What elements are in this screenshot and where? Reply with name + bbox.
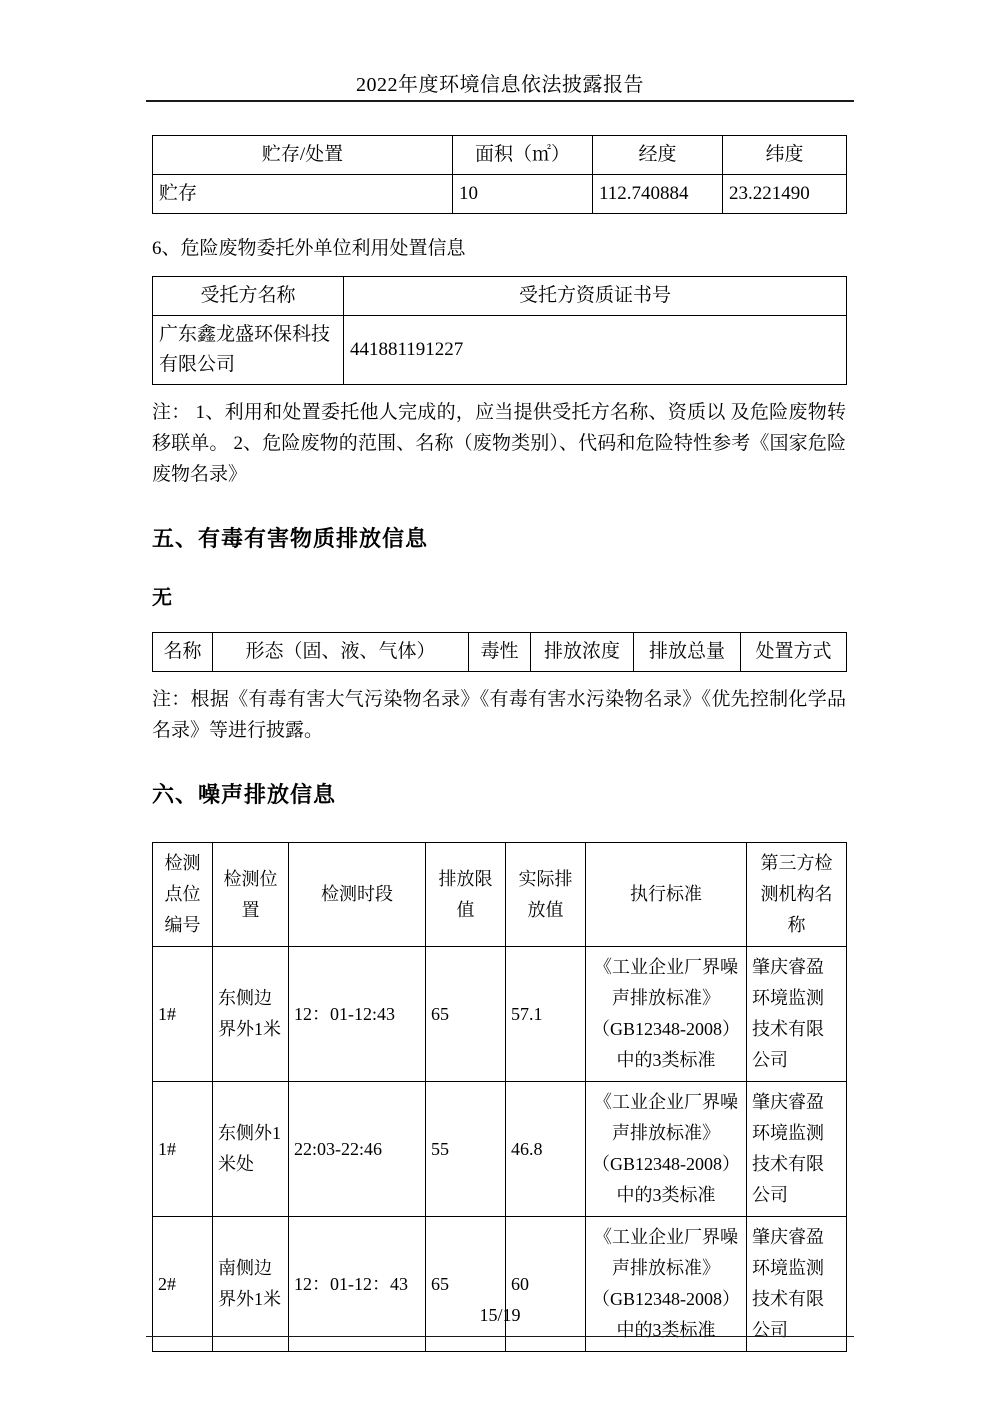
noise-cell-agency: 肇庆睿盈环境监测技术有限公司	[747, 1217, 847, 1352]
footer-divider-rule	[146, 1336, 854, 1337]
entrust-cell-name: 广东鑫龙盛环保科技有限公司	[153, 316, 344, 385]
storage-header-type: 贮存/处置	[153, 136, 453, 175]
toxic-substance-table	[152, 632, 847, 672]
spacer	[152, 385, 846, 397]
footer-page-number: 15/19	[479, 1305, 521, 1325]
noise-cell-standard: 《工业企业厂界噪声排放标准》（GB12348-2008）中的3类标准	[586, 1082, 747, 1217]
entrust-heading: 6、危险废物委托外单位利用处置信息	[152, 238, 466, 259]
toxic-header-total: 排放总量	[634, 633, 741, 672]
noise-header-period: 检测时段	[289, 843, 426, 947]
toxic-header-toxicity: 毒性	[469, 633, 531, 672]
noise-cell-location: 南侧边界外1米	[213, 1217, 289, 1352]
noise-header-standard: 执行标准	[586, 843, 747, 947]
noise-cell-agency: 肇庆睿盈环境监测技术有限公司	[747, 1082, 847, 1217]
running-header	[146, 72, 854, 98]
spacer	[152, 812, 846, 842]
entrust-header-license: 受托方资质证书号	[344, 277, 847, 316]
spacer	[152, 490, 846, 524]
running-header-title: 2022年度环境信息依法披露报告	[356, 74, 644, 96]
noise-cell-limit: 65	[426, 1217, 506, 1352]
noise-header-limit: 排放限值	[426, 843, 506, 947]
noise-header-location: 检测位置	[213, 843, 289, 947]
noise-cell-point-id: 1#	[153, 947, 213, 1082]
table-header-row	[153, 136, 847, 175]
noise-cell-agency: 肇庆睿盈环境监测技术有限公司	[747, 947, 847, 1082]
section-six-heading: 六、噪声排放信息	[152, 783, 337, 808]
storage-header-longitude: 经度	[593, 136, 723, 175]
noise-emission-table	[152, 842, 847, 1352]
spacer	[152, 264, 846, 276]
table-header-row	[153, 633, 847, 672]
toxic-header-concentration: 排放浓度	[531, 633, 634, 672]
entrust-note: 注： 1、利用和处置委托他人完成的，应当提供受托方名称、资质以 及危险废物转移联单。 2、危险废物的范围、名称（废物类别）、代码和危险特性参考《国家危险废物名录》	[152, 402, 846, 485]
toxic-header-disposal: 处置方式	[741, 633, 847, 672]
spacer	[152, 612, 846, 632]
noise-cell-actual: 46.8	[506, 1082, 586, 1217]
spacer	[152, 746, 846, 780]
noise-cell-standard: 《工业企业厂界噪声排放标准》（GB12348-2008）中的3类标准	[586, 947, 747, 1082]
storage-disposal-table	[152, 135, 847, 214]
storage-cell-area: 10	[453, 175, 593, 214]
table-header-row	[153, 277, 847, 316]
noise-header-agency: 第三方检测机构名称	[747, 843, 847, 947]
spacer	[152, 214, 846, 234]
storage-header-latitude: 纬度	[723, 136, 847, 175]
noise-cell-period: 12：01-12：43	[289, 1217, 426, 1352]
storage-header-area: 面积（㎡）	[453, 136, 593, 175]
spacer	[152, 672, 846, 684]
entrust-header-name: 受托方名称	[153, 277, 344, 316]
noise-cell-period: 12：01-12:43	[289, 947, 426, 1082]
entrust-cell-license: 441881191227	[344, 316, 847, 385]
section-five-heading: 五、有毒有害物质排放信息	[152, 527, 429, 552]
table-row	[153, 1082, 847, 1217]
noise-header-point-id: 检测点位编号	[153, 843, 213, 947]
noise-cell-location: 东侧外1米处	[213, 1082, 289, 1217]
noise-cell-period: 22:03-22:46	[289, 1082, 426, 1217]
page-content	[152, 135, 846, 1352]
entrusted-party-table	[152, 276, 847, 385]
storage-cell-longitude: 112.740884	[593, 175, 723, 214]
table-header-row	[153, 843, 847, 947]
noise-cell-standard: 《工业企业厂界噪声排放标准》（GB12348-2008）中的3类标准	[586, 1217, 747, 1352]
table-row	[153, 316, 847, 385]
noise-cell-point-id: 2#	[153, 1217, 213, 1352]
header-divider-rule	[146, 100, 854, 102]
noise-cell-actual: 60	[506, 1217, 586, 1352]
spacer	[152, 556, 846, 582]
noise-cell-limit: 65	[426, 947, 506, 1082]
storage-cell-type: 贮存	[153, 175, 453, 214]
noise-cell-point-id: 1#	[153, 1082, 213, 1217]
table-row	[153, 947, 847, 1082]
noise-cell-location: 东侧边界外1米	[213, 947, 289, 1082]
noise-cell-actual: 57.1	[506, 947, 586, 1082]
table-row	[153, 175, 847, 214]
toxic-header-name: 名称	[153, 633, 213, 672]
toxic-header-form: 形态（固、液、气体）	[213, 633, 469, 672]
section-five-note: 注：根据《有毒有害大气污染物名录》《有毒有害水污染物名录》《优先控制化学品名录》等进行披露。	[152, 689, 846, 741]
noise-cell-limit: 55	[426, 1082, 506, 1217]
table-row	[153, 1217, 847, 1352]
noise-header-actual: 实际排放值	[506, 843, 586, 947]
section-five-body: 无	[152, 585, 172, 609]
storage-cell-latitude: 23.221490	[723, 175, 847, 214]
